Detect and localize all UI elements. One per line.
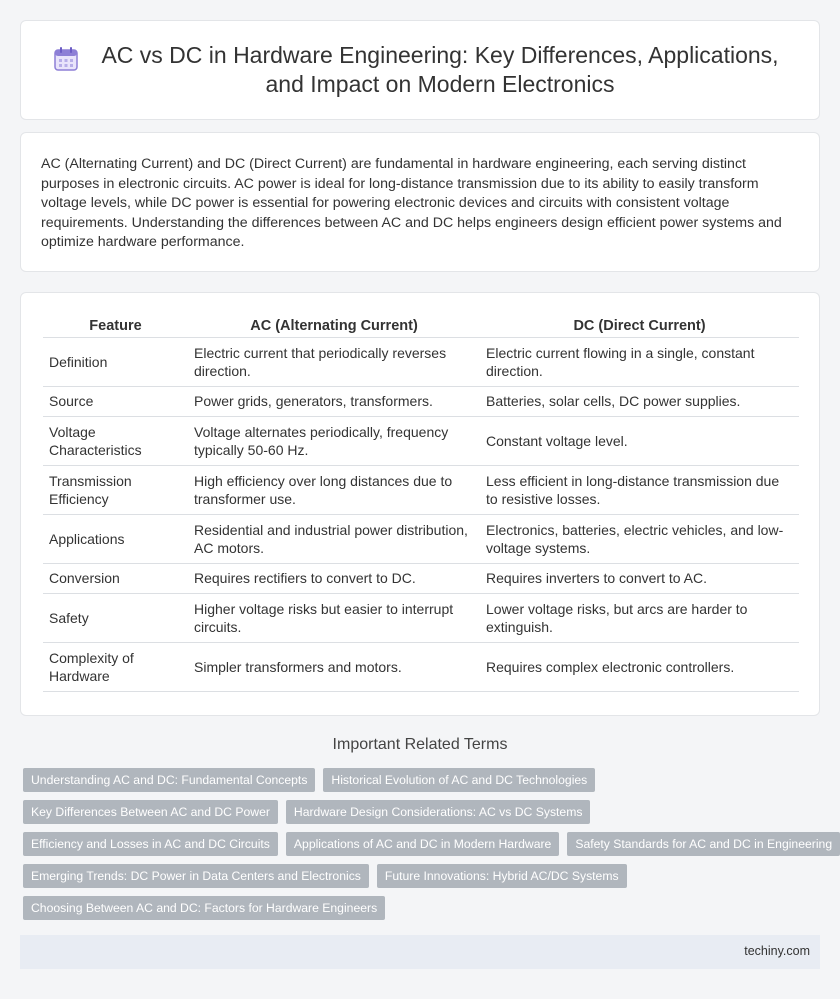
header-feature: Feature <box>43 315 188 337</box>
term-row <box>23 896 823 920</box>
related-term-link[interactable]: Efficiency and Losses in AC and DC Circuits <box>23 832 278 856</box>
feature-cell: Definition <box>43 337 188 386</box>
related-term-link[interactable]: Future Innovations: Hybrid AC/DC Systems <box>377 864 627 888</box>
table-row <box>43 465 799 514</box>
term-row <box>23 864 823 888</box>
feature-cell: Source <box>43 386 188 416</box>
page-title: AC vs DC in Hardware Engineering: Key Differences, Applications, and Impact on Modern Electronics <box>101 42 779 97</box>
ac-cell: Electric current that periodically reverses direction. <box>188 337 480 386</box>
header-card <box>20 20 820 120</box>
ac-cell: Simpler transformers and motors. <box>188 642 480 691</box>
related-term-link[interactable]: Safety Standards for AC and DC in Engineering <box>567 832 840 856</box>
footer-site-link[interactable]: techiny.com <box>744 944 810 958</box>
related-terms-list <box>23 768 833 928</box>
table-row <box>43 337 799 386</box>
dc-cell: Less efficient in long-distance transmission due to resistive losses. <box>480 465 799 514</box>
related-term-link[interactable]: Applications of AC and DC in Modern Hardware <box>286 832 559 856</box>
feature-cell: Voltage Characteristics <box>43 416 188 465</box>
dc-cell: Batteries, solar cells, DC power supplies. <box>480 386 799 416</box>
ac-cell: High efficiency over long distances due to transformer use. <box>188 465 480 514</box>
related-term-link[interactable]: Choosing Between AC and DC: Factors for Hardware Engineers <box>23 896 385 920</box>
comparison-table <box>43 315 799 692</box>
table-row <box>43 642 799 691</box>
table-row <box>43 593 799 642</box>
related-term-link[interactable]: Emerging Trends: DC Power in Data Centers and Electronics <box>23 864 369 888</box>
dc-cell: Requires complex electronic controllers. <box>480 642 799 691</box>
related-term-link[interactable]: Hardware Design Considerations: AC vs DC Systems <box>286 800 591 824</box>
dc-cell: Electronics, batteries, electric vehicles, and low-voltage systems. <box>480 514 799 563</box>
feature-cell: Safety <box>43 593 188 642</box>
related-term-link[interactable]: Historical Evolution of AC and DC Technologies <box>323 768 595 792</box>
table-header-row <box>43 315 799 337</box>
term-row <box>23 800 823 824</box>
feature-cell: Conversion <box>43 563 188 593</box>
table-row <box>43 563 799 593</box>
dc-cell: Electric current flowing in a single, constant direction. <box>480 337 799 386</box>
related-term-link[interactable]: Understanding AC and DC: Fundamental Concepts <box>23 768 315 792</box>
dc-cell: Requires inverters to convert to AC. <box>480 563 799 593</box>
feature-cell: Applications <box>43 514 188 563</box>
intro-paragraph: AC (Alternating Current) and DC (Direct Current) are fundamental in hardware engineering, each serving distinct purposes in electronic circuits. AC power is ideal for long-distance transmission due to its ability to easily transform voltage levels, while DC power is essential for powering electronic devices and circuits with consistent voltage requirements. Understanding the differences between AC and DC helps engineers design efficient power systems and optimize hardware performance. <box>41 156 782 251</box>
feature-cell: Complexity of Hardware <box>43 642 188 691</box>
header-dc: DC (Direct Current) <box>480 315 799 337</box>
related-term-link[interactable]: Key Differences Between AC and DC Power <box>23 800 278 824</box>
ac-cell: Requires rectifiers to convert to DC. <box>188 563 480 593</box>
ac-cell: Residential and industrial power distribution, AC motors. <box>188 514 480 563</box>
ac-cell: Voltage alternates periodically, frequency typically 50-60 Hz. <box>188 416 480 465</box>
dc-cell: Constant voltage level. <box>480 416 799 465</box>
header-ac: AC (Alternating Current) <box>188 315 480 337</box>
intro-card <box>20 132 820 272</box>
term-row <box>23 832 833 856</box>
table-row <box>43 514 799 563</box>
feature-cell: Transmission Efficiency <box>43 465 188 514</box>
dc-cell: Lower voltage risks, but arcs are harder to extinguish. <box>480 593 799 642</box>
table-row <box>43 386 799 416</box>
table-row <box>43 416 799 465</box>
comparison-table-card <box>20 292 820 716</box>
ac-cell: Power grids, generators, transformers. <box>188 386 480 416</box>
term-row <box>23 768 823 792</box>
footer-bar <box>20 935 820 969</box>
related-terms-title: Important Related Terms <box>332 736 508 753</box>
ac-cell: Higher voltage risks but easier to interrupt circuits. <box>188 593 480 642</box>
